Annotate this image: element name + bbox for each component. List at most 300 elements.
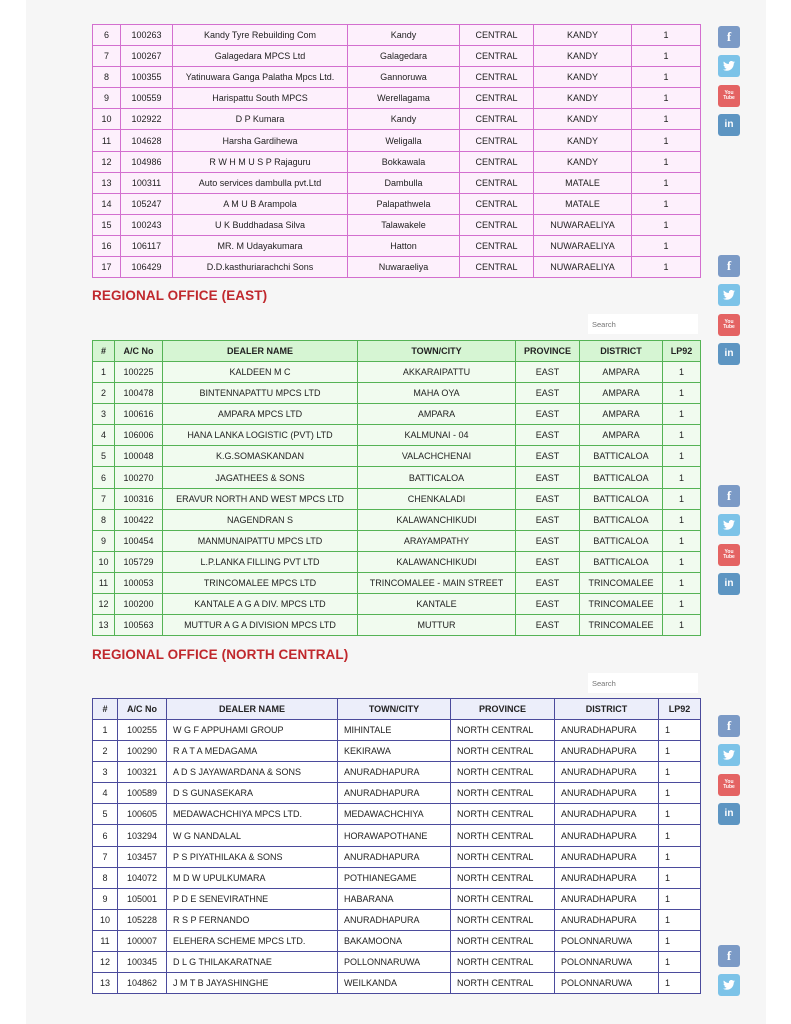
table-cell: W G NANDALAL: [167, 825, 338, 846]
table-cell: BATTICALOA: [580, 488, 663, 509]
table-cell: ANURADHAPURA: [555, 888, 659, 909]
column-header[interactable]: DISTRICT: [580, 341, 663, 362]
table-cell: MAHA OYA: [358, 383, 516, 404]
table-cell: 105729: [115, 551, 163, 572]
table-cell: POLLONNARUWA: [338, 952, 451, 973]
east-table-body: [93, 362, 701, 636]
table-cell: EAST: [516, 425, 580, 446]
table-row: [93, 488, 701, 509]
north-central-table-body: [93, 720, 701, 994]
table-cell: EAST: [516, 383, 580, 404]
table-cell: 106429: [121, 257, 173, 278]
table-cell: D P Kumara: [173, 109, 348, 130]
table-cell: 13: [93, 615, 115, 636]
youtube-label-top: You: [724, 548, 734, 555]
table-cell: 105247: [121, 193, 173, 214]
table-cell: 100422: [115, 509, 163, 530]
linkedin-icon[interactable]: in: [718, 343, 740, 365]
table-row: [93, 530, 701, 551]
table-cell: MEDAWACHCHIYA MPCS LTD.: [167, 804, 338, 825]
table-cell: CHENKALADI: [358, 488, 516, 509]
table-cell: 100321: [118, 762, 167, 783]
table-row: [93, 930, 701, 951]
table-cell: Auto services dambulla pvt.Ltd: [173, 172, 348, 193]
table-cell: 1: [659, 846, 701, 867]
table-cell: POLONNARUWA: [555, 973, 659, 994]
table-cell: 104986: [121, 151, 173, 172]
table-row: [93, 720, 701, 741]
table-row: [93, 193, 701, 214]
table-row: [93, 151, 701, 172]
table-cell: EAST: [516, 615, 580, 636]
facebook-icon[interactable]: f: [718, 26, 740, 48]
table-cell: CENTRAL: [460, 130, 534, 151]
table-row: [93, 952, 701, 973]
table-cell: ANURADHAPURA: [555, 909, 659, 930]
twitter-bird-icon: [723, 980, 735, 990]
column-header[interactable]: TOWN/CITY: [358, 341, 516, 362]
table-cell: POTHIANEGAME: [338, 867, 451, 888]
column-header[interactable]: DEALER NAME: [167, 699, 338, 720]
table-cell: KANDY: [534, 67, 632, 88]
column-header[interactable]: A/C No: [115, 341, 163, 362]
table-cell: 4: [93, 783, 118, 804]
table-cell: 10: [93, 909, 118, 930]
table-cell: NORTH CENTRAL: [451, 867, 555, 888]
table-cell: 100267: [121, 46, 173, 67]
table-cell: Talawakele: [348, 214, 460, 235]
table-cell: 6: [93, 467, 115, 488]
table-cell: 100053: [115, 572, 163, 593]
table-cell: EAST: [516, 551, 580, 572]
table-cell: 1: [663, 530, 701, 551]
table-cell: 3: [93, 404, 115, 425]
table-cell: MUTTUR A G A DIVISION MPCS LTD: [163, 615, 358, 636]
table-cell: EAST: [516, 572, 580, 593]
table-cell: Palapathwela: [348, 193, 460, 214]
table-cell: 100454: [115, 530, 163, 551]
table-cell: 16: [93, 235, 121, 256]
table-cell: ANURADHAPURA: [555, 762, 659, 783]
central-table-body: [93, 25, 701, 278]
table-cell: 1: [632, 235, 701, 256]
table-row: [93, 888, 701, 909]
table-cell: ARAYAMPATHY: [358, 530, 516, 551]
table-cell: 1: [663, 467, 701, 488]
table-row: [93, 615, 701, 636]
facebook-icon[interactable]: f: [718, 485, 740, 507]
table-cell: KANTALE A G A DIV. MPCS LTD: [163, 594, 358, 615]
north-central-dealers-table-wrapper: [92, 698, 700, 994]
table-cell: KANDY: [534, 46, 632, 67]
table-cell: 1: [632, 193, 701, 214]
table-cell: BATTICALOA: [358, 467, 516, 488]
table-cell: 100290: [118, 741, 167, 762]
table-cell: 1: [659, 741, 701, 762]
table-cell: D S GUNASEKARA: [167, 783, 338, 804]
table-cell: 1: [659, 783, 701, 804]
table-cell: Kandy Tyre Rebuilding Com: [173, 25, 348, 46]
east-search-input[interactable]: [588, 314, 698, 334]
social-share-bar: [718, 255, 740, 372]
twitter-bird-icon: [723, 61, 735, 71]
table-cell: 1: [663, 594, 701, 615]
column-header[interactable]: #: [93, 341, 115, 362]
table-cell: 10: [93, 551, 115, 572]
table-cell: 102922: [121, 109, 173, 130]
table-cell: 5: [93, 446, 115, 467]
table-cell: Galagedara: [348, 46, 460, 67]
table-cell: ANURADHAPURA: [338, 846, 451, 867]
table-cell: 104628: [121, 130, 173, 151]
table-cell: ANURADHAPURA: [338, 783, 451, 804]
table-cell: EAST: [516, 467, 580, 488]
table-cell: A D S JAYAWARDANA & SONS: [167, 762, 338, 783]
table-cell: ERAVUR NORTH AND WEST MPCS LTD: [163, 488, 358, 509]
column-header[interactable]: A/C No: [118, 699, 167, 720]
table-cell: 1: [663, 425, 701, 446]
table-cell: KALAWANCHIKUDI: [358, 509, 516, 530]
youtube-icon[interactable]: [718, 85, 740, 107]
table-cell: CENTRAL: [460, 46, 534, 67]
table-row: [93, 46, 701, 67]
facebook-icon[interactable]: f: [718, 255, 740, 277]
twitter-bird-icon: [723, 290, 735, 300]
table-cell: 9: [93, 888, 118, 909]
youtube-label-top: You: [724, 89, 734, 96]
table-cell: 106117: [121, 235, 173, 256]
table-cell: NORTH CENTRAL: [451, 973, 555, 994]
table-cell: 1: [659, 930, 701, 951]
table-row: [93, 88, 701, 109]
table-cell: Kandy: [348, 25, 460, 46]
table-cell: 14: [93, 193, 121, 214]
table-cell: Nuwaraeliya: [348, 257, 460, 278]
table-cell: ANURADHAPURA: [555, 804, 659, 825]
table-cell: 1: [663, 488, 701, 509]
table-cell: 12: [93, 952, 118, 973]
table-cell: NUWARAELIYA: [534, 214, 632, 235]
table-cell: 100200: [115, 594, 163, 615]
twitter-icon[interactable]: [718, 744, 740, 766]
table-cell: 1: [632, 88, 701, 109]
table-cell: KALDEEN M C: [163, 362, 358, 383]
table-cell: 12: [93, 151, 121, 172]
table-cell: Gannoruwa: [348, 67, 460, 88]
table-cell: NORTH CENTRAL: [451, 804, 555, 825]
youtube-icon[interactable]: [718, 774, 740, 796]
table-cell: JAGATHEES & SONS: [163, 467, 358, 488]
column-header[interactable]: LP92: [659, 699, 701, 720]
twitter-icon[interactable]: [718, 974, 740, 996]
table-cell: HABARANA: [338, 888, 451, 909]
table-cell: EAST: [516, 509, 580, 530]
table-cell: BATTICALOA: [580, 509, 663, 530]
central-dealers-table: [92, 24, 701, 278]
table-cell: 1: [659, 952, 701, 973]
table-cell: 12: [93, 594, 115, 615]
social-share-bar: [718, 485, 740, 602]
table-cell: AMPARA MPCS LTD: [163, 404, 358, 425]
table-cell: EAST: [516, 530, 580, 551]
table-cell: 1: [632, 67, 701, 88]
table-cell: 100478: [115, 383, 163, 404]
table-row: [93, 741, 701, 762]
twitter-icon[interactable]: [718, 55, 740, 77]
table-cell: 13: [93, 973, 118, 994]
youtube-label-top: You: [724, 778, 734, 785]
table-row: [93, 551, 701, 572]
table-cell: W G F APPUHAMI GROUP: [167, 720, 338, 741]
table-cell: KANDY: [534, 88, 632, 109]
youtube-label-bottom: Tube: [723, 553, 735, 560]
table-cell: 100559: [121, 88, 173, 109]
table-cell: 7: [93, 46, 121, 67]
table-cell: Galagedara MPCS Ltd: [173, 46, 348, 67]
table-cell: NORTH CENTRAL: [451, 909, 555, 930]
table-cell: 10: [93, 109, 121, 130]
table-cell: CENTRAL: [460, 214, 534, 235]
social-share-bar: [718, 945, 740, 1004]
table-cell: CENTRAL: [460, 88, 534, 109]
table-cell: NORTH CENTRAL: [451, 825, 555, 846]
table-cell: CENTRAL: [460, 193, 534, 214]
column-header[interactable]: #: [93, 699, 118, 720]
table-cell: ANURADHAPURA: [555, 783, 659, 804]
youtube-label-bottom: Tube: [723, 323, 735, 330]
table-cell: D L G THILAKARATNAE: [167, 952, 338, 973]
facebook-icon[interactable]: f: [718, 715, 740, 737]
table-cell: HANA LANKA LOGISTIC (PVT) LTD: [163, 425, 358, 446]
column-header[interactable]: TOWN/CITY: [338, 699, 451, 720]
table-cell: 8: [93, 867, 118, 888]
table-cell: BATTICALOA: [580, 530, 663, 551]
table-cell: NORTH CENTRAL: [451, 952, 555, 973]
table-cell: U K Buddhadasa Silva: [173, 214, 348, 235]
table-cell: ANURADHAPURA: [338, 762, 451, 783]
table-cell: 1: [659, 804, 701, 825]
table-cell: 6: [93, 825, 118, 846]
table-cell: 1: [632, 46, 701, 67]
linkedin-icon[interactable]: in: [718, 573, 740, 595]
table-cell: 104072: [118, 867, 167, 888]
table-cell: TRINCOMALEE: [580, 594, 663, 615]
social-share-bar: [718, 26, 740, 143]
table-cell: CENTRAL: [460, 172, 534, 193]
east-dealers-table: [92, 340, 701, 636]
table-cell: AMPARA: [358, 404, 516, 425]
table-cell: NORTH CENTRAL: [451, 846, 555, 867]
table-cell: J M T B JAYASHINGHE: [167, 973, 338, 994]
table-cell: 6: [93, 25, 121, 46]
table-cell: 1: [632, 257, 701, 278]
table-cell: K.G.SOMASKANDAN: [163, 446, 358, 467]
column-header[interactable]: LP92: [663, 341, 701, 362]
table-cell: KEKIRAWA: [338, 741, 451, 762]
table-row: [93, 846, 701, 867]
table-cell: 7: [93, 488, 115, 509]
table-cell: M D W UPULKUMARA: [167, 867, 338, 888]
table-cell: Hatton: [348, 235, 460, 256]
table-cell: NORTH CENTRAL: [451, 783, 555, 804]
facebook-icon[interactable]: f: [718, 945, 740, 967]
table-cell: 7: [93, 846, 118, 867]
table-cell: HORAWAPOTHANE: [338, 825, 451, 846]
table-cell: Bokkawala: [348, 151, 460, 172]
table-cell: ANURADHAPURA: [555, 867, 659, 888]
table-cell: 1: [93, 720, 118, 741]
table-cell: AMPARA: [580, 362, 663, 383]
table-cell: WEILKANDA: [338, 973, 451, 994]
table-cell: 13: [93, 172, 121, 193]
table-row: [93, 109, 701, 130]
table-row: [93, 383, 701, 404]
table-cell: MIHINTALE: [338, 720, 451, 741]
table-cell: BAKAMOONA: [338, 930, 451, 951]
table-cell: CENTRAL: [460, 235, 534, 256]
table-cell: 100270: [115, 467, 163, 488]
table-cell: 1: [659, 909, 701, 930]
table-row: [93, 762, 701, 783]
table-row: [93, 909, 701, 930]
table-cell: EAST: [516, 404, 580, 425]
table-row: [93, 404, 701, 425]
table-row: [93, 67, 701, 88]
table-row: [93, 804, 701, 825]
table-cell: 100255: [118, 720, 167, 741]
east-office-heading: REGIONAL OFFICE (EAST): [92, 288, 268, 303]
table-cell: 1: [663, 509, 701, 530]
table-cell: 11: [93, 930, 118, 951]
table-cell: 100605: [118, 804, 167, 825]
table-cell: MUTTUR: [358, 615, 516, 636]
table-cell: Harsha Gardihewa: [173, 130, 348, 151]
table-cell: Werellagama: [348, 88, 460, 109]
east-table-header: [93, 341, 701, 362]
table-cell: ANURADHAPURA: [338, 909, 451, 930]
social-share-bar: [718, 715, 740, 832]
table-cell: ANURADHAPURA: [555, 825, 659, 846]
table-cell: 103457: [118, 846, 167, 867]
table-cell: KALAWANCHIKUDI: [358, 551, 516, 572]
youtube-icon[interactable]: [718, 544, 740, 566]
table-row: [93, 594, 701, 615]
north-central-dealers-table: [92, 698, 701, 994]
table-cell: R A T A MEDAGAMA: [167, 741, 338, 762]
table-cell: NORTH CENTRAL: [451, 888, 555, 909]
table-cell: D.D.kasthuriarachchi Sons: [173, 257, 348, 278]
table-cell: 1: [663, 551, 701, 572]
table-cell: KANDY: [534, 109, 632, 130]
north-central-office-heading: REGIONAL OFFICE (NORTH CENTRAL): [92, 647, 349, 662]
table-cell: 103294: [118, 825, 167, 846]
table-cell: 15: [93, 214, 121, 235]
table-cell: 100316: [115, 488, 163, 509]
table-cell: 105228: [118, 909, 167, 930]
table-cell: 100311: [121, 172, 173, 193]
table-cell: MATALE: [534, 193, 632, 214]
table-cell: 9: [93, 88, 121, 109]
table-cell: 8: [93, 509, 115, 530]
table-row: [93, 467, 701, 488]
table-cell: KALMUNAI - 04: [358, 425, 516, 446]
table-cell: A M U B Arampola: [173, 193, 348, 214]
table-cell: 4: [93, 425, 115, 446]
table-cell: 100355: [121, 67, 173, 88]
table-cell: EAST: [516, 594, 580, 615]
table-cell: 1: [93, 362, 115, 383]
table-row: [93, 25, 701, 46]
table-row: [93, 973, 701, 994]
table-row: [93, 425, 701, 446]
twitter-icon[interactable]: [718, 514, 740, 536]
table-row: [93, 235, 701, 256]
table-cell: 106006: [115, 425, 163, 446]
table-cell: 11: [93, 130, 121, 151]
table-cell: 1: [663, 404, 701, 425]
column-header[interactable]: PROVINCE: [516, 341, 580, 362]
table-row: [93, 214, 701, 235]
table-cell: 9: [93, 530, 115, 551]
table-cell: VALACHCHENAI: [358, 446, 516, 467]
column-header[interactable]: DISTRICT: [555, 699, 659, 720]
table-cell: P S PIYATHILAKA & SONS: [167, 846, 338, 867]
table-cell: NORTH CENTRAL: [451, 930, 555, 951]
table-cell: MANMUNAIPATTU MPCS LTD: [163, 530, 358, 551]
north-central-table-header: [93, 699, 701, 720]
linkedin-icon[interactable]: in: [718, 803, 740, 825]
table-cell: 100345: [118, 952, 167, 973]
table-cell: 100048: [115, 446, 163, 467]
linkedin-icon[interactable]: in: [718, 114, 740, 136]
table-cell: POLONNARUWA: [555, 930, 659, 951]
youtube-icon[interactable]: [718, 314, 740, 336]
table-row: [93, 783, 701, 804]
table-cell: R S P FERNANDO: [167, 909, 338, 930]
table-cell: EAST: [516, 362, 580, 383]
table-cell: 100225: [115, 362, 163, 383]
table-cell: 1: [632, 130, 701, 151]
north-central-search-input[interactable]: [588, 673, 698, 693]
table-cell: 1: [659, 888, 701, 909]
east-dealers-table-wrapper: [92, 340, 700, 636]
youtube-label-top: You: [724, 318, 734, 325]
table-cell: 3: [93, 762, 118, 783]
table-cell: 1: [659, 720, 701, 741]
table-row: [93, 572, 701, 593]
twitter-icon[interactable]: [718, 284, 740, 306]
table-cell: 100007: [118, 930, 167, 951]
table-cell: 1: [659, 825, 701, 846]
column-header[interactable]: DEALER NAME: [163, 341, 358, 362]
table-cell: 1: [663, 615, 701, 636]
table-row: [93, 446, 701, 467]
twitter-bird-icon: [723, 750, 735, 760]
table-cell: 8: [93, 67, 121, 88]
table-cell: 1: [663, 362, 701, 383]
table-cell: L.P.LANKA FILLING PVT LTD: [163, 551, 358, 572]
table-cell: EAST: [516, 446, 580, 467]
table-cell: CENTRAL: [460, 25, 534, 46]
table-cell: 100243: [121, 214, 173, 235]
table-cell: CENTRAL: [460, 257, 534, 278]
table-cell: 17: [93, 257, 121, 278]
column-header[interactable]: PROVINCE: [451, 699, 555, 720]
table-cell: ANURADHAPURA: [555, 741, 659, 762]
table-cell: 1: [632, 172, 701, 193]
table-cell: 104862: [118, 973, 167, 994]
table-cell: 1: [663, 572, 701, 593]
